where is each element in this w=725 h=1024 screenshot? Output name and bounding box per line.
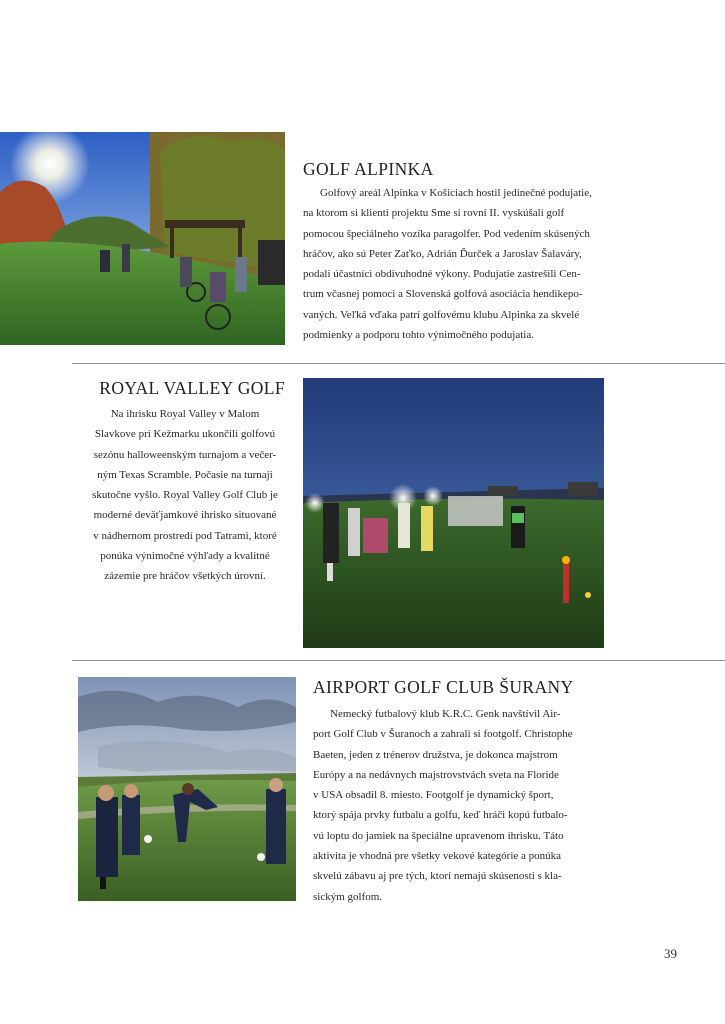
photo-royal-valley-golf — [303, 378, 604, 648]
text-line: aktivita je vhodná pre všetky vekové kategórie a ponúka — [313, 850, 562, 863]
text-line: moderné deväťjamkové ihrisko situované — [93, 509, 277, 522]
text-line: ným Texas Scramble. Počasie na turnaji — [97, 468, 273, 481]
section-title-golf-alpinka: GOLF ALPINKA — [303, 159, 434, 179]
text-line: trum včasnej pomoci a Slovenská golfová asociácia hendikepo- — [303, 288, 583, 301]
text-line: Európy a na nedávnych majstrovstvách sveta na Floride — [313, 768, 559, 781]
section-text-airport-golf-club-surany — [313, 704, 603, 907]
text-line: port Golf Club v Šuranoch a zahrali si footgolf. Christophe — [313, 728, 573, 741]
text-line: podmienky a podporu tohto výnimočného podujatia. — [303, 329, 534, 342]
section-divider — [72, 660, 725, 661]
section-title-airport-golf-club-surany: AIRPORT GOLF CLUB ŠURANY — [313, 677, 574, 697]
photo-airport-golf-club-surany — [78, 677, 296, 901]
text-line: skvelú zábavu aj pre tých, ktorí nemajú skúsenosti s kla- — [313, 870, 562, 883]
text-line: ponúka výnimočné výhľady a kvalitné — [100, 550, 270, 563]
text-line: v USA obsadil 8. miesto. Footgolf je dynamický šport, — [313, 789, 554, 802]
text-line: Nemecký futbalový klub K.R.C. Genk navštívil Air- — [330, 708, 561, 720]
text-line: Golfový areál Alpinka v Košiciach hostil jedinečné podujatie, — [320, 187, 592, 199]
text-line: pomocou špeciálneho vozíka paragolfer. Pod vedením skúsených — [303, 227, 590, 240]
photo-golf-alpinka — [0, 132, 285, 345]
text-line: ktorý spája prvky futbalu a golfu, keď hráči kopú futbalo- — [313, 809, 568, 822]
page-number: 39 — [664, 946, 677, 961]
text-line: v nádhernom prostredí pod Tatrami, ktoré — [93, 529, 277, 542]
text-line: zázemie pre hráčov všetkých úrovní. — [104, 570, 266, 583]
text-line: vú loptu do jamiek na špeciálne upravenom ihrisku. Táto — [313, 829, 564, 842]
text-line: Baeten, jeden z trénerov družstva, je dokonca majstrom — [313, 748, 558, 761]
text-line: vaných. Veľká vďaka patrí golfovému klubu Alpinka za skvelé — [303, 308, 580, 321]
text-line: hráčov, ako sú Peter Zaťko, Adrián Ďurček a Jaroslav Šalaváry, — [303, 247, 582, 260]
section-title-royal-valley-golf: ROYAL VALLEY GOLF — [99, 378, 285, 398]
text-line: Na ihrisku Royal Valley v Malom — [110, 408, 260, 420]
text-line: podali účastníci obdivuhodné výkony. Podujatie zastrešili Cen- — [303, 268, 581, 281]
section-text-royal-valley-golf — [78, 404, 292, 587]
text-line: sickým golfom. — [313, 890, 383, 903]
text-line: sezónu halloweenským turnajom a večer- — [93, 448, 277, 461]
text-line: Slavkove pri Kežmarku ukončili golfovú — [94, 428, 276, 441]
section-divider — [72, 363, 725, 364]
section-text-golf-alpinka — [303, 183, 625, 345]
text-line: na ktorom si klienti projektu Sme si rovní II. vyskúšali golf — [303, 207, 565, 220]
text-line: skutočne vyšlo. Royal Valley Golf Club je — [92, 489, 278, 502]
